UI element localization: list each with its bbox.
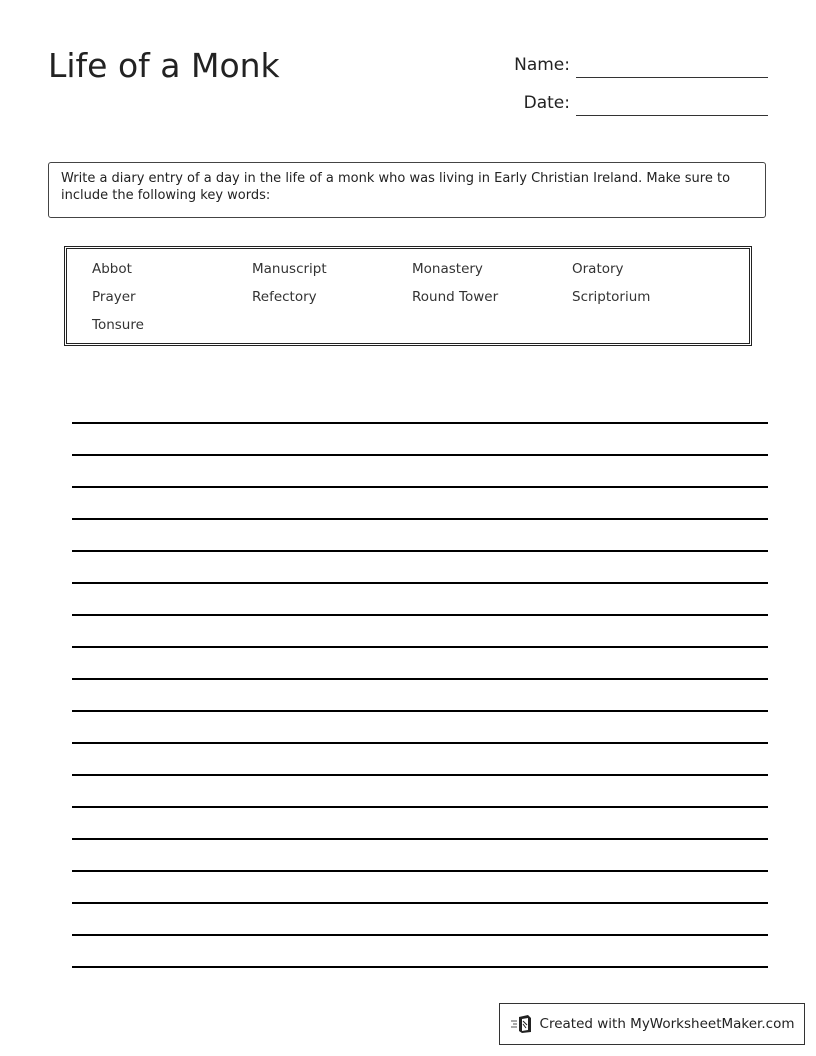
writing-line[interactable] [72, 966, 768, 968]
word-bank-item: Manuscript [252, 261, 327, 277]
writing-line[interactable] [72, 518, 768, 520]
word-bank-item: Round Tower [412, 289, 499, 305]
writing-line[interactable] [72, 486, 768, 488]
writing-line[interactable] [72, 646, 768, 648]
name-field[interactable] [490, 48, 768, 78]
word-bank [64, 246, 752, 346]
worksheet-maker-logo-icon [510, 1014, 534, 1034]
footer-text: Created with MyWorksheetMaker.com [539, 1016, 795, 1032]
word-bank-item: Abbot [92, 261, 132, 277]
writing-line[interactable] [72, 614, 768, 616]
writing-line[interactable] [72, 550, 768, 552]
writing-line[interactable] [72, 678, 768, 680]
word-bank-item: Oratory [572, 261, 624, 277]
word-bank-item: Refectory [252, 289, 317, 305]
instructions-box [48, 162, 766, 218]
word-bank-item: Tonsure [92, 317, 144, 333]
word-bank-item: Prayer [92, 289, 136, 305]
writing-line[interactable] [72, 902, 768, 904]
writing-line[interactable] [72, 422, 768, 424]
name-input-line[interactable] [576, 77, 768, 78]
word-bank-item: Monastery [412, 261, 483, 277]
name-label: Name: [514, 55, 570, 75]
writing-line[interactable] [72, 742, 768, 744]
writing-line[interactable] [72, 870, 768, 872]
date-input-line[interactable] [576, 115, 768, 116]
word-bank-item: Scriptorium [572, 289, 651, 305]
writing-line[interactable] [72, 454, 768, 456]
writing-line[interactable] [72, 806, 768, 808]
writing-line[interactable] [72, 582, 768, 584]
instructions-text: Write a diary entry of a day in the life of a monk who was living in Early Christian Ireland. Make sure to include the following key words: [61, 171, 731, 203]
footer-credit[interactable] [499, 1003, 805, 1045]
writing-line[interactable] [72, 934, 768, 936]
date-label: Date: [523, 93, 570, 113]
writing-line[interactable] [72, 838, 768, 840]
writing-line[interactable] [72, 774, 768, 776]
writing-line[interactable] [72, 710, 768, 712]
date-field[interactable] [490, 86, 768, 116]
page-title: Life of a Monk [48, 46, 280, 85]
